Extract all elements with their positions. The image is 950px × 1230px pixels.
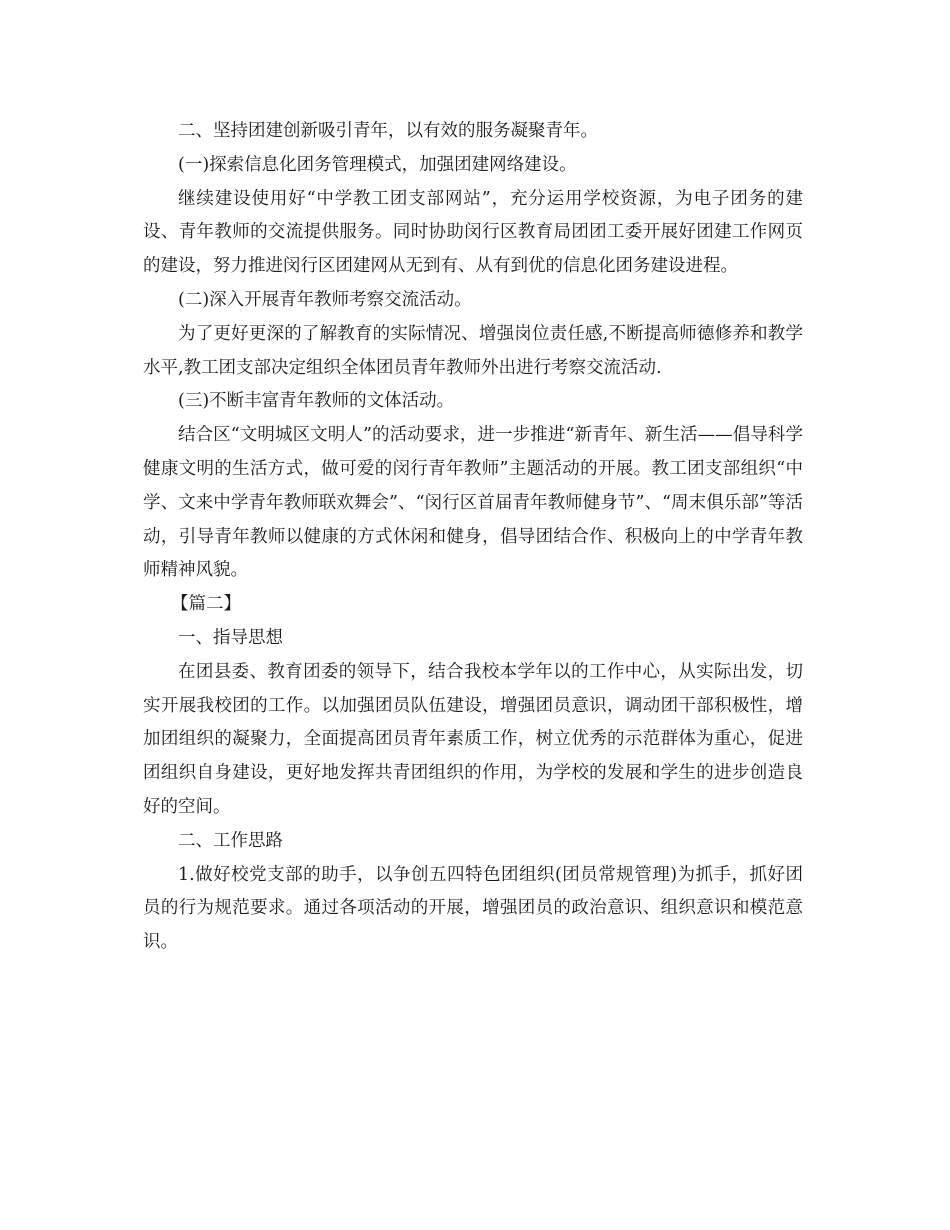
- paragraph-activities: 结合区“文明城区文明人”的活动要求，进一步推进“新青年、新生活——倡导科学健康文明的生活方式，做可爱的闵行青年教师”主题活动的开展。教工团支部组织“中学、文来中学青年教师联欢舞会”、“闵行区首届青年教师健身节”、“周末俱乐部”等活动，引导青年教师以健康的方式休闲和健身，倡导团结合作、积极向上的中学青年教师精神风貌。: [143, 425, 803, 581]
- paragraph-website: 继续建设使用好“中学教工团支部网站”，充分运用学校资源，为电子团务的建设、青年教师的交流提供服务。同时协助闵行区教育局团团工委开展好团建工作网页的建设，努力推进闵行区团建网从无到有、从有到优的信息化团务建设进程。: [143, 188, 803, 277]
- paragraph-work-approach-1: 1.做好校党支部的助手，以争创五四特色团组织(团员常规管理)为抓手，抓好团员的行为规范要求。通过各项活动的开展，增强团员的政治意识、组织意识和模范意识。: [143, 864, 803, 953]
- paragraph-exchange: 为了更好更深的了解教育的实际情况、增强岗位责任感,不断提高师德修养和教学水平,教工团支部决定组织全体团员青年教师外出进行考察交流活动.: [143, 323, 803, 378]
- heading-guiding-thought: 一、指导思想: [178, 627, 283, 648]
- heading-section-2: 二、坚持团建创新吸引青年，以有效的服务凝聚青年。: [178, 121, 598, 141]
- document-body: [143, 115, 803, 960]
- heading-work-approach: 二、工作思路: [178, 830, 283, 851]
- paragraph-guiding-thought: 在团县委、教育团委的领导下，结合我校本学年以的工作中心，从实际出发，切实开展我校团的工作。以加强团员队伍建设，增强团员意识，调动团干部积极性，增加团组织的凝聚力，全面提高团员青年素质工作，树立优秀的示范群体为重心，促进团组织自身建设，更好地发挥共青团组织的作用，为学校的发展和学生的进步创造良好的空间。: [143, 661, 803, 817]
- subheading-3: (三)不断丰富青年教师的文体活动。: [178, 391, 455, 412]
- subheading-2: (二)深入开展青年教师考察交流活动。: [178, 289, 472, 310]
- section-title-part-2: 【篇二】: [171, 594, 241, 615]
- subheading-1: (一)探索信息化团务管理模式，加强团建网络建设。: [178, 154, 577, 175]
